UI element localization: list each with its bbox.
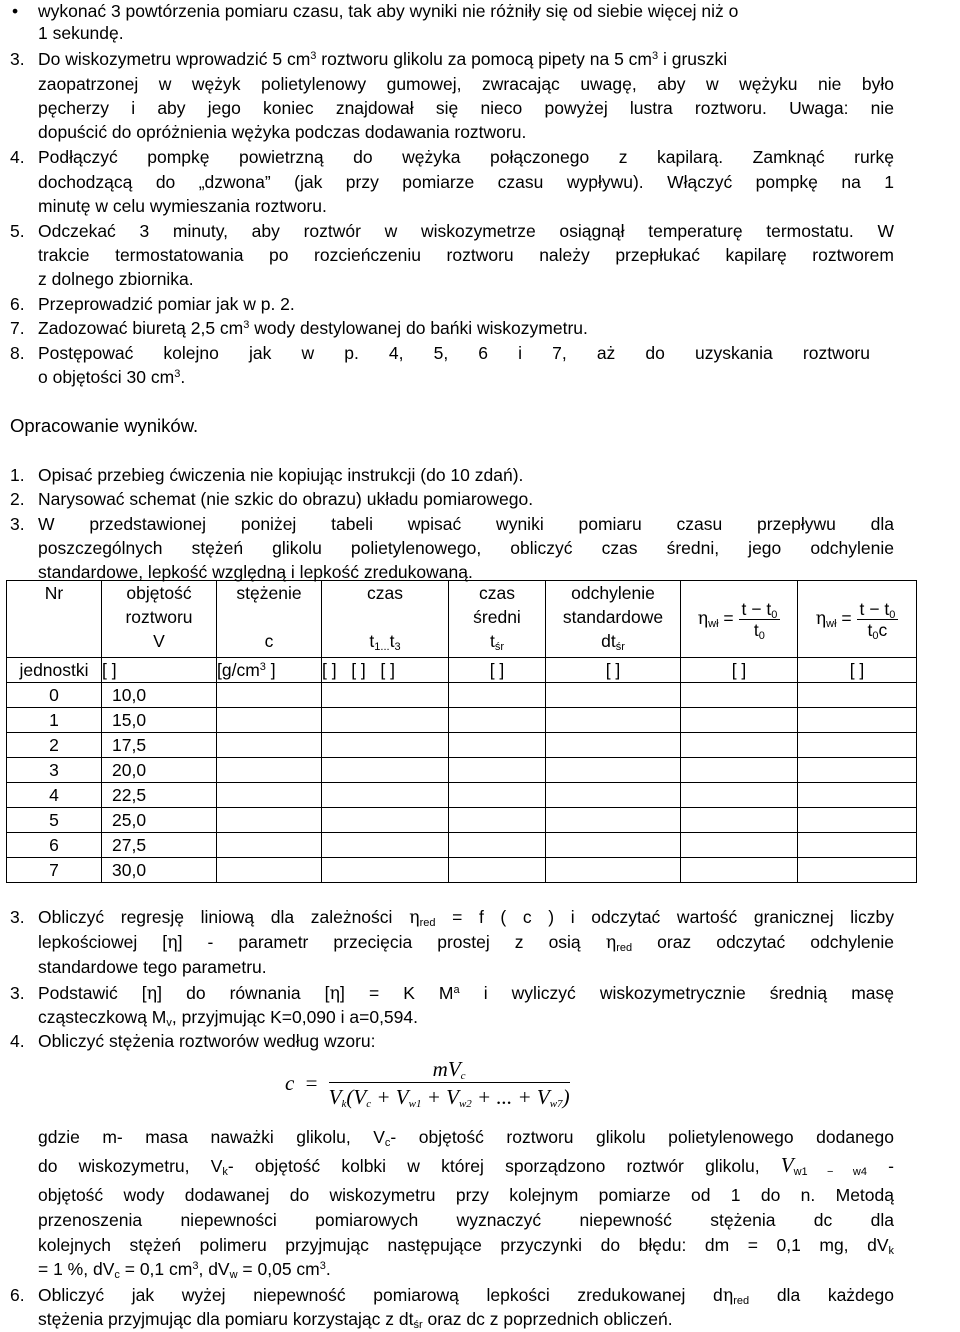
cell-time-average [449, 683, 546, 708]
cell-concentration [217, 833, 322, 858]
cell-standard-deviation [546, 683, 681, 708]
table-row [7, 683, 917, 708]
result-3-line-1: W przedstawionej poniżej tabeli wpisać wyniki pomiaru czasu przepływu dla [38, 514, 894, 534]
cell-time-average [449, 783, 546, 808]
header-nr: Nr [7, 581, 102, 658]
step-5-line-2: trakcie termostatowania po rozcieńczeniu roztworu należy przepłukać kapilarę roztworem [38, 245, 894, 265]
cell-time-average [449, 733, 546, 758]
cell-volume: 20,0 [102, 758, 217, 783]
cell-time [322, 783, 449, 808]
units-volume: [ ] [102, 658, 217, 683]
result-3-line-3: standardowe, lepkość względną i lepkość zredukowaną. [38, 562, 473, 582]
result-number-3: 3. [10, 514, 25, 534]
after-number-3a: 3. [10, 907, 25, 927]
result-1-text: Opisać przebieg ćwiczenia nie kopiując instrukcji (do 10 zdań). [38, 465, 524, 485]
units-time-average: [ ] [449, 658, 546, 683]
table-header-row [7, 581, 917, 658]
header-volume: objętość roztworu V [102, 581, 217, 658]
intro-line-2: 1 sekundę. [38, 23, 124, 43]
results-table [6, 580, 917, 883]
units-concentration: [$g/cm^3$ ] [217, 658, 322, 683]
cell-standard-deviation [546, 783, 681, 808]
step-4-line-1: Podłączyć pompkę powietrzną do wężyka połączonego z kapilarą. Zamknąć rurkę [38, 147, 894, 167]
intro-line-1: wykonać 3 powtórzenia pomiaru czasu, tak aby wyniki nie różniły się od siebie więcej niż o [38, 1, 739, 21]
cell-concentration [217, 858, 322, 883]
cell-reduced-viscosity [798, 733, 917, 758]
result-2-text: Narysować schemat (nie szkic do obrazu) układu pomiarowego. [38, 489, 534, 509]
units-relative-viscosity: [ ] [681, 658, 798, 683]
cell-relative-viscosity [681, 733, 798, 758]
cell-nr: 3 [7, 758, 102, 783]
step-number-3: 3. [10, 49, 25, 69]
step-3-line-3: pęcherzy i aby jego koniec znajdował się nieco powyżej lustra roztworu. Uwaga: nie [38, 98, 894, 118]
cell-concentration [217, 733, 322, 758]
cell-volume: 10,0 [102, 683, 217, 708]
cell-nr: 6 [7, 833, 102, 858]
concentration-formula: c = $\frac{mV_c}{V_k(V_c + V_{w1} + V_{w2} + ... + V_{w7})}$ [285, 1057, 570, 1110]
cell-standard-deviation [546, 758, 681, 783]
cell-reduced-viscosity [798, 783, 917, 808]
table-row [7, 833, 917, 858]
cell-volume: 30,0 [102, 858, 217, 883]
step-3-line-1: Do wiskozymetru wprowadzić 5 $cm^3$ roztworu glikolu za pomocą pipety na 5 $cm^3$ i gruszki [38, 49, 728, 69]
after-4-line-4: objętość wody dodawanej do wiskozymetru przy kolejnym pomiarze od 1 do n. Metodą [38, 1185, 894, 1205]
step-3-line-2: zaopatrzonej w wężyk polietylenowy gumowej, zwracając uwagę, aby w wężyku nie było [38, 74, 894, 94]
cell-reduced-viscosity [798, 858, 917, 883]
cell-relative-viscosity [681, 808, 798, 833]
results-heading: Opracowanie wyników. [10, 415, 199, 436]
after-3b-line-2: cząsteczkową $M_v$, przyjmując K=0,090 i a=0,594. [38, 1007, 418, 1029]
cell-concentration [217, 808, 322, 833]
after-3a-line-1: Obliczyć regresję liniową dla zależności $\eta_{red} = f$ ( c ) i odczytać wartość granicznej liczby [38, 907, 895, 929]
cell-volume: 15,0 [102, 708, 217, 733]
cell-standard-deviation [546, 858, 681, 883]
after-3b-line-1: Podstawić [η] do równania [η] = K $M^a$ i wyliczyć wiskozymetrycznie średnią masę [38, 983, 894, 1004]
cell-reduced-viscosity [798, 758, 917, 783]
table-row [7, 783, 917, 808]
after-4-line-5: przenoszenia niepewności pomiarowych wyznaczyć niepewność stężenia dc dla [38, 1210, 894, 1230]
cell-relative-viscosity [681, 783, 798, 808]
after-number-4: 4. [10, 1031, 25, 1051]
header-standard-deviation: odchylenie standardowe $dt_{śr}$ [546, 581, 681, 658]
cell-time-average [449, 858, 546, 883]
table-row [7, 808, 917, 833]
header-time: czas $t_{1...}t_3$ [322, 581, 449, 658]
step-number-5: 5. [10, 221, 25, 241]
cell-volume: 22,5 [102, 783, 217, 808]
cell-standard-deviation [546, 708, 681, 733]
header-relative-viscosity: $\eta_{wł}$ = $\frac{t - t_0}{t_0}$ [681, 581, 798, 658]
cell-time-average [449, 833, 546, 858]
cell-time [322, 683, 449, 708]
after-4-line-2: gdzie m- masa naważki glikolu, $V_c-$ objętość roztworu glikolu polietylenowego dodanego [38, 1127, 894, 1149]
cell-volume: 17,5 [102, 733, 217, 758]
units-standard-deviation: [ ] [546, 658, 681, 683]
table-row [7, 733, 917, 758]
cell-nr: 2 [7, 733, 102, 758]
cell-time [322, 758, 449, 783]
after-number-3b: 3. [10, 983, 25, 1003]
table-row [7, 708, 917, 733]
units-reduced-viscosity: [ ] [798, 658, 917, 683]
cell-relative-viscosity [681, 833, 798, 858]
cell-time-average [449, 758, 546, 783]
after-6-line-1: Obliczyć jak wyżej niepewność pomiarową lepkości zredukowanej $d\eta_{red}$ dla każdego [38, 1285, 894, 1307]
step-8-line-1: Postępować kolejno jak w p. 4, 5, 6 i 7, aż do uzyskania roztworu [38, 343, 870, 363]
cell-time [322, 858, 449, 883]
step-6-line-1: Przeprowadzić pomiar jak w p. 2. [38, 294, 295, 314]
cell-relative-viscosity [681, 858, 798, 883]
bullet-icon: • [12, 1, 19, 21]
units-label: jednostki [7, 658, 102, 683]
step-number-4: 4. [10, 147, 25, 167]
step-5-line-3: z dolnego zbiornika. [38, 269, 194, 289]
step-4-line-2: dochodzącą do „dzwona” (jak przy pomiarze czasu wypływu). Włączyć pompkę na 1 [38, 172, 894, 192]
cell-volume: 25,0 [102, 808, 217, 833]
cell-nr: 4 [7, 783, 102, 808]
after-number-6: 6. [10, 1285, 25, 1305]
cell-time [322, 708, 449, 733]
cell-standard-deviation [546, 833, 681, 858]
after-4-line-3: do wiskozymetru, $V_k-$ objętość kolbki w której sporządzono roztwór glikolu, $V_{w1 - w4}$ - [38, 1153, 894, 1178]
cell-time-average [449, 708, 546, 733]
after-4-line-1: Obliczyć stężenia roztworów według wzoru: [38, 1031, 376, 1051]
units-time: [ ] [ ] [ ] [322, 658, 449, 683]
step-number-6: 6. [10, 294, 25, 314]
cell-nr: 7 [7, 858, 102, 883]
cell-relative-viscosity [681, 708, 798, 733]
cell-reduced-viscosity [798, 708, 917, 733]
cell-time [322, 833, 449, 858]
header-reduced-viscosity: $\eta_{wł}$ = $\frac{t - t_0}{t_0c}$ [798, 581, 917, 658]
cell-relative-viscosity [681, 758, 798, 783]
cell-reduced-viscosity [798, 808, 917, 833]
cell-concentration [217, 783, 322, 808]
cell-reduced-viscosity [798, 683, 917, 708]
step-number-8: 8. [10, 343, 25, 363]
cell-concentration [217, 708, 322, 733]
result-number-1: 1. [10, 465, 25, 485]
after-3a-line-2: lepkościowej [η] - parametr przecięcia prostej z osią $\eta_{red}$ oraz odczytać odchylenie [38, 932, 894, 954]
result-3-line-2: poszczególnych stężeń glikolu polietylenowego, obliczyć czas średni, jego odchylenie [38, 538, 894, 558]
table-units-row [7, 658, 917, 683]
after-3a-line-3: standardowe tego parametru. [38, 957, 267, 977]
table-body [7, 683, 917, 883]
after-6-line-2: stężenia przyjmując dla pomiaru korzystając z $dt_{śr}$ oraz dc z poprzednich obliczeń. [38, 1309, 673, 1331]
header-concentration: stężenie c [217, 581, 322, 658]
cell-nr: 1 [7, 708, 102, 733]
step-5-line-1: Odczekać 3 minuty, aby roztwór w wiskozymetrze osiągnął temperaturę termostatu. W [38, 221, 894, 241]
cell-standard-deviation [546, 733, 681, 758]
cell-concentration [217, 683, 322, 708]
cell-relative-viscosity [681, 683, 798, 708]
step-number-7: 7. [10, 318, 25, 338]
after-4-line-7: = 1 %, $dV_c = 0,1$ $cm^3$, $dV_w = 0,05$ $cm^3$. [38, 1259, 331, 1281]
result-number-2: 2. [10, 489, 25, 509]
cell-nr: 5 [7, 808, 102, 833]
cell-time-average [449, 808, 546, 833]
step-3-line-4: dopuścić do opróżnienia wężyka podczas dodawania roztworu. [38, 122, 527, 142]
cell-volume: 27,5 [102, 833, 217, 858]
cell-time [322, 733, 449, 758]
after-4-line-6: kolejnych stężeń polimeru przyjmując następujące przyczynki do błędu: dm = 0,1 mg, $dV_k$ [38, 1235, 894, 1257]
cell-time [322, 808, 449, 833]
header-time-average: czas średni $t_{śr}$ [449, 581, 546, 658]
step-8-line-2: o objętości 30 $cm^3$. [38, 367, 186, 387]
cell-standard-deviation [546, 808, 681, 833]
table-row [7, 858, 917, 883]
cell-reduced-viscosity [798, 833, 917, 858]
table-row [7, 758, 917, 783]
step-7-line-1: Zadozować biuretą 2,5 $cm^3$ wody destylowanej do bańki wiskozymetru. [38, 318, 588, 338]
cell-concentration [217, 758, 322, 783]
step-4-line-3: minutę w celu wymieszania roztworu. [38, 196, 327, 216]
cell-nr: 0 [7, 683, 102, 708]
